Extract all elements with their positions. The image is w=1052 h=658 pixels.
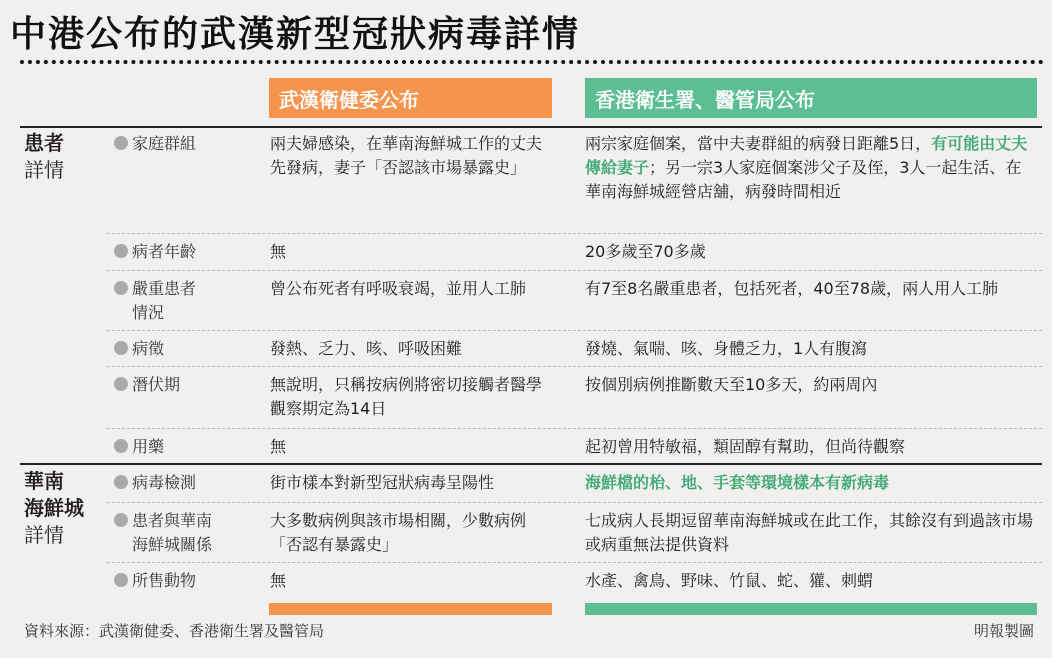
bullet-icon — [114, 136, 128, 150]
cell-wuhan: 大多數病例與該市場相關，少數病例「否認有暴露史」 — [270, 511, 527, 554]
row-label: 家庭群組 — [114, 132, 196, 156]
bullet-icon — [114, 281, 128, 295]
bullet-icon — [114, 377, 128, 391]
row-label: 病者年齡 — [114, 240, 196, 264]
page-title: 中港公布的武漢新型冠狀病毒詳情 — [10, 13, 581, 55]
cell-hk: 兩宗家庭個案，當中夫妻群組的病發日距離5日，有可能由丈夫傳給妻子；另一宗3人家庭個案涉父子及侄，3人一起生活、在華南海鮮城經營店舖，病發時間相近 — [585, 134, 1028, 201]
cell-hk: 水產、禽鳥、野味、竹鼠、蛇、獾、刺蝟 — [585, 571, 874, 590]
table-row — [107, 428, 1042, 456]
cell-hk: 按個別病例推斷數天至10多天，約兩周內 — [585, 375, 878, 394]
table-row — [107, 502, 1042, 554]
cell-wuhan: 無說明，只稱按病例將密切接觸者醫學觀察期定為14日 — [270, 375, 543, 418]
cell-hk: 海鮮檔的枱、地、手套等環境樣本有新病毒 — [585, 473, 890, 492]
table-row — [107, 562, 1042, 590]
source-note: 資料來源：武漢衛健委、香港衛生署及醫管局 — [24, 622, 325, 640]
table-row — [107, 270, 1042, 322]
bullet-icon — [114, 341, 128, 355]
column-header-hk: 香港衛生署、醫管局公布 — [585, 78, 1037, 118]
row-label: 病毒檢測 — [114, 471, 196, 495]
row-label: 潛伏期 — [114, 373, 180, 397]
table-row — [107, 366, 1042, 418]
row-label: 患者與華南 海鮮城關係 — [114, 509, 212, 557]
cell-wuhan: 無 — [270, 242, 287, 261]
highlight-text: 有可能由丈夫傳給妻子 — [585, 134, 1028, 177]
cell-wuhan: 街市樣本對新型冠狀病毒呈陽性 — [270, 473, 495, 492]
section-label-market: 華南 海鮮城 詳情 — [24, 469, 84, 547]
row-label: 嚴重患者 情況 — [114, 277, 196, 325]
section-divider-market — [20, 463, 1042, 465]
row-label: 用藥 — [114, 435, 164, 459]
cell-hk: 20多歲至70多歲 — [585, 242, 706, 261]
dotted-divider — [20, 60, 1044, 64]
section-divider-patients — [20, 126, 1042, 128]
section-label-patients: 患者 詳情 — [24, 131, 64, 182]
cell-wuhan: 兩夫婦感染，在華南海鮮城工作的丈夫先發病，妻子「否認該市場暴露史」 — [270, 134, 543, 177]
bullet-icon — [114, 244, 128, 258]
cell-hk: 有7至8名嚴重患者，包括死者，40至78歲，兩人用人工肺 — [585, 279, 999, 298]
column-header-wuhan: 武漢衛健委公布 — [269, 78, 552, 118]
cell-wuhan: 無 — [270, 437, 287, 456]
row-label: 病徵 — [114, 337, 164, 361]
cell-wuhan: 無 — [270, 571, 287, 590]
table-row — [107, 233, 1042, 261]
bullet-icon — [114, 573, 128, 587]
cell-hk: 發燒、氣喘、咳、身體乏力，1人有腹瀉 — [585, 339, 868, 358]
bullet-icon — [114, 475, 128, 489]
credit-note: 明報製圖 — [973, 622, 1034, 640]
bullet-icon — [114, 439, 128, 453]
table-row — [107, 330, 1042, 358]
cell-wuhan: 曾公布死者有呼吸衰竭，並用人工肺 — [270, 279, 527, 298]
footer-bar-wuhan — [269, 603, 552, 615]
cell-hk: 七成病人長期逗留華南海鮮城或在此工作，其餘沒有到過該市場或病重無法提供資料 — [585, 511, 1034, 554]
footer-bar-hk — [585, 603, 1037, 615]
cell-hk: 起初曾用特敏福，類固醇有幫助，但尚待觀察 — [585, 437, 906, 456]
cell-wuhan: 發熱、乏力、咳、呼吸困難 — [270, 339, 463, 358]
row-label: 所售動物 — [114, 569, 196, 593]
bullet-icon — [114, 513, 128, 527]
